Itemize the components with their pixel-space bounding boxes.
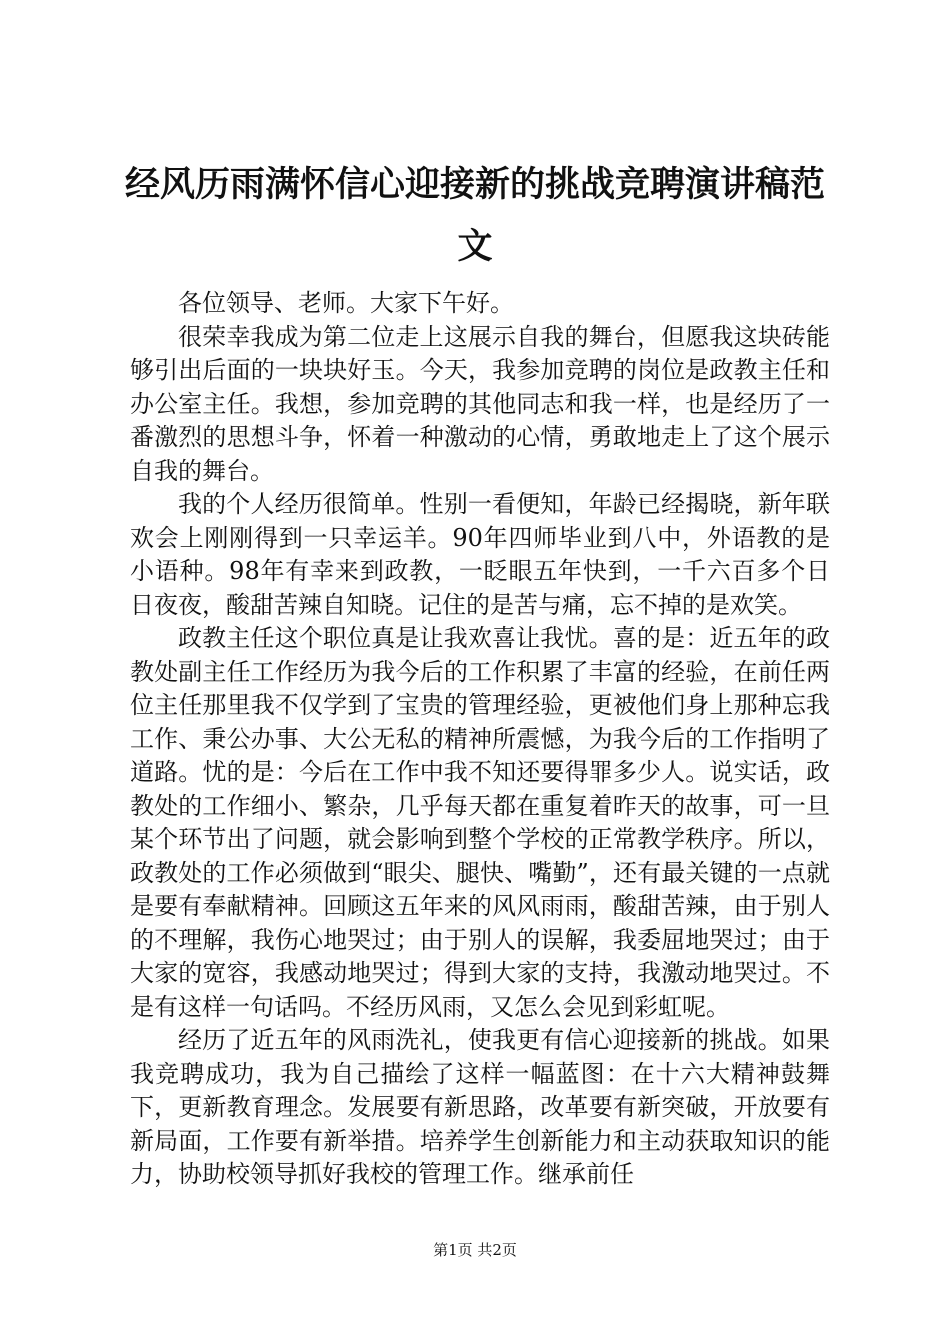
paragraph-personal-experience: 我的个人经历很简单。性别一看便知，年龄已经揭晓，新年联欢会上刚刚得到一只幸运羊。90年四师毕业到八中，外语教的是小语种。98年有幸来到政教，一眨眼五年快到，一千六百多个日日夜夜，酸甜苦辣自知晓。记住的是苦与痛，忘不掉的是欢笑。 (130, 490, 830, 619)
document-title: 经风历雨满怀信心迎接新的挑战竞聘演讲稿范文 (124, 164, 825, 267)
paragraph-greeting: 各位领导、老师。大家下午好。 (178, 289, 514, 317)
document-body (130, 287, 830, 1192)
paragraph-job-reflection: 政教主任这个职位真是让我欢喜让我忧。喜的是：近五年的政教处副主任工作经历为我今后的工作积累了丰富的经验，在前任两位主任那里我不仅学到了宝贵的管理经验，更被他们身上那种忘我工作、秉公办事、大公无私的精神所震憾，为我今后的工作指明了道路。忧的是：今后在工作中我不知还要得罪多少人。说实话，政教处的工作细小、繁杂，几乎每天都在重复着昨天的故事，可一旦某个环节出了问题，就会影响到整个学校的正常教学秩序。所以，政教处的工作必须做到“眼尖、腿快、嘴勤”，还有最关键的一点就是要有奉献精神。回顾这五年来的风风雨雨，酸甜苦辣，由于别人的不理解，我伤心地哭过；由于别人的误解，我委屈地哭过；由于大家的宽容，我感动地哭过；得到大家的支持，我激动地哭过。不是有这样一句话吗。不经历风雨，又怎么会见到彩虹呢。 (130, 624, 830, 1021)
paragraph-introduction: 很荣幸我成为第二位走上这展示自我的舞台，但愿我这块砖能够引出后面的一块块好玉。今天，我参加竞聘的岗位是政教主任和办公室主任。我想，参加竞聘的其他同志和我一样，也是经历了一番激烈的思想斗争，怀着一种激动的心情，勇敢地走上了这个展示自我的舞台。 (130, 322, 830, 485)
page-number-footer: 第1页 共2页 (433, 1241, 517, 1259)
paragraph-future-plan: 经历了近五年的风雨洗礼，使我更有信心迎接新的挑战。如果我竞聘成功，我为自己描绘了这样一幅蓝图：在十六大精神鼓舞下，更新教育理念。发展要有新思路，改革要有新突破，开放要有新局面，工作要有新举措。培养学生创新能力和主动获取知识的能力，协助校领导抓好我校的管理工作。继承前任 (130, 1026, 830, 1188)
